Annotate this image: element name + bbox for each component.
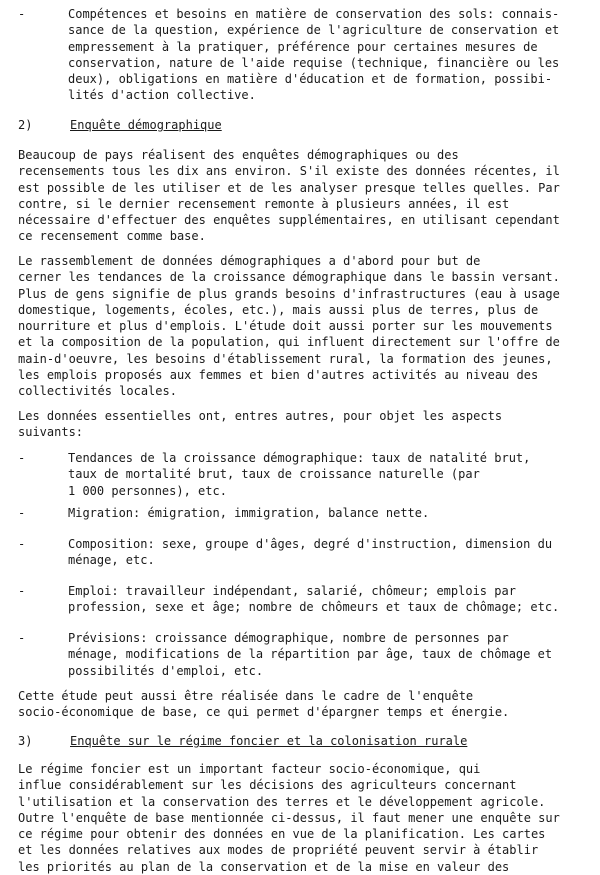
bullet-dash: - [18,537,26,551]
section-number: 3) [18,734,33,748]
list-item-text: Composition: sexe, groupe d'âges, degré d'instruction, dimension du ménage, etc. [68,537,553,568]
list-item [18,536,578,569]
list-item-text: Emploi: travailleur indépendant, salarié, chômeur; emplois par profession, sexe et âge; nombre de chômeurs et taux de chômage; etc. [68,584,560,615]
bullet-dash: - [18,584,26,598]
list-item-soil-conservation [18,6,578,104]
paragraph-1: Beaucoup de pays réalisent des enquêtes démographiques ou des recensements tous les dix ans environ. S'il existe des données récentes, il est possible de les utiliser et de les analyser presque telles quelles. Par contre, si le dernier recensement remonte à plusieurs années, il est nécessaire d'effectuer des enquêtes supplémentaires, en utilisant cependant ce recensement comme base. [18,148,560,244]
section-title: Enquête sur le régime foncier et la colonisation rurale [70,734,468,748]
section-heading-2 [18,117,222,133]
bullet-dash: - [18,631,26,645]
section-heading-3 [18,733,467,749]
list-item [18,505,578,521]
list-item [18,450,578,499]
bullet-dash: - [18,506,26,520]
paragraph-4: Cette étude peut aussi être réalisée dans le cadre de l'enquête socio-économique de base, ce qui permet d'épargner temps et énergie. [18,689,510,720]
list-item-text: Compétences et besoins en matière de conservation des sols: connais- sance de la question, expérience de l'agriculture de conservation et empressement à la pratiquer, préférence pour certaines mesures de conservation, nature de l'aide requise (technique, financière ou les deux), obligations en matière d'éducation et de formation, possibi- lités d'action collective. [68,7,560,103]
section-number: 2) [18,118,33,132]
list-item-text: Prévisions: croissance démographique, nombre de personnes par ménage, modifications de la répartition par âge, taux de chômage et possibilités d'emploi, etc. [68,631,553,678]
list-item-text: Migration: émigration, immigration, balance nette. [68,506,430,520]
paragraph-2: Le rassemblement de données démographiques a d'abord pour but de cerner les tendances de la croissance démographique dans le bassin versant. Plus de gens signifie de plus grands besoins d'infrastructures (eau à usage domestique, logements, écoles, etc.), mais aussi plus de terres, plus de nourriture et plus d'emplois. L'étude doit aussi porter sur les mouvements et la composition de la population, qui influent directement sur l'offre de main-d'oeuvre, les besoins d'établissement rural, la formation des jeunes, les emplois proposés aux femmes et bien d'autres activités au niveau des collectivités locales. [18,254,560,399]
bullet-dash: - [18,451,26,465]
bullet-dash: - [18,7,26,21]
paragraph-5: Le régime foncier est un important facteur socio-économique, qui influe considérablement sur les décisions des agriculteurs concernant l'utilisation et la conservation des terres et le développement agricole. Outre l'enquête de base mentionnée ci-dessus, il faut mener une enquête sur ce régime pour obtenir des données en vue de la planification. Les cartes et les données relatives aux modes de propriété peuvent servir à établir les priorités au plan de la conservation et de la mise en valeur des [18,762,560,874]
list-item [18,630,578,679]
paragraph-3: Les données essentielles ont, entres autres, pour objet les aspects suivants: [18,409,503,440]
list-item [18,583,578,616]
section-title: Enquête démographique [70,118,222,132]
list-item-text: Tendances de la croissance démographique: taux de natalité brut, taux de mortalité brut, taux de croissance naturelle (par 1 000 personnes), etc. [68,451,531,498]
